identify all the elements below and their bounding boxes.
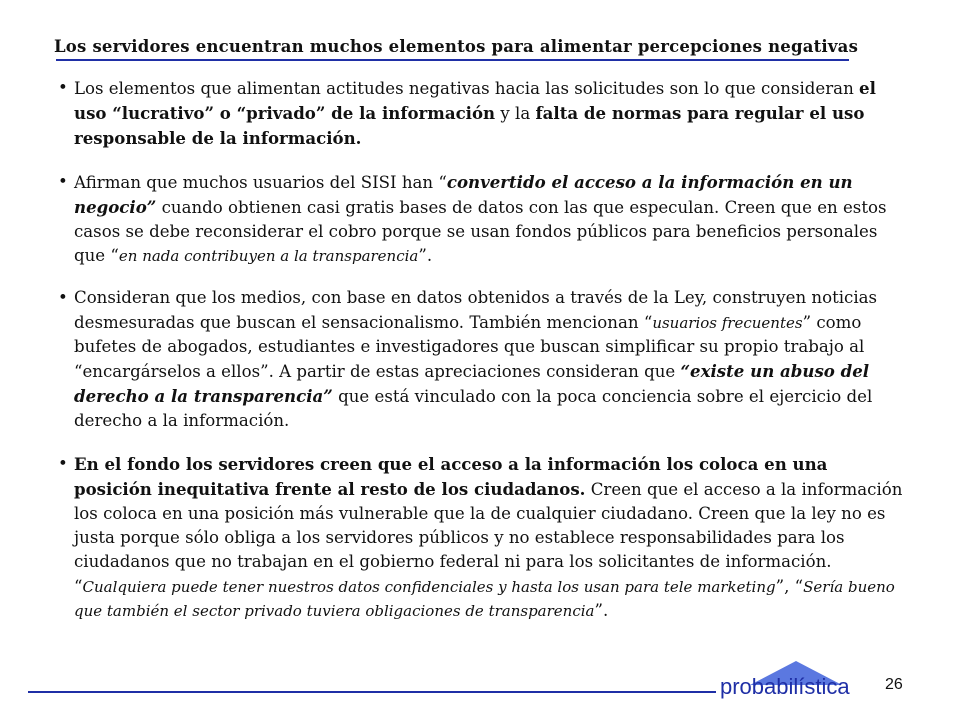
text-segment: Los elementos que alimentan actitudes negativas hacia las solicitudes son lo que consideran	[74, 79, 860, 98]
text-segment: y la	[495, 104, 536, 124]
text-segment: Creen que el acceso a la información los coloca en una posición más vulnerable que la de cualquier ciudadano. Creen que la ley no es justa porque sólo obliga a los servidores públicos y no establece responsabilidades para los ciudadanos que no trabajan en el gobierno federal ni para los solicitantes de información. “	[74, 479, 903, 596]
text-segment-bold-italic: “existe un abuso del derecho a la transparencia”	[74, 361, 870, 407]
bullet-marker: •	[58, 288, 68, 308]
page-number: 26	[885, 676, 903, 693]
bullet-marker: •	[58, 453, 68, 473]
text-segment: cuando obtienen casi gratis bases de datos con las que especulan. Creen que en estos casos se debe reconsiderar el cobro porque se usan fondos públicos para beneficios personales que “	[74, 197, 887, 266]
text-segment-italic: Cualquiera puede tener nuestros datos confidenciales y hasta los usan para tele marketing	[82, 577, 776, 596]
bullet-list	[56, 76, 908, 641]
text-segment-bold: el uso “lucrativo” o “privado” de la información	[74, 78, 876, 124]
text-segment: ”.	[594, 600, 609, 620]
slide-title: Los servidores encuentran muchos elementos para alimentar percepciones negativas	[54, 37, 859, 56]
text-segment-italic: en nada contribuyen a la transparencia	[118, 247, 419, 266]
text-segment-bold-italic: convertido el acceso a la información en un negocio”	[74, 171, 853, 217]
bullet-paragraph-3	[56, 286, 908, 433]
footer-rule	[28, 691, 716, 693]
text-segment: ” como bufetes de abogados, estudiantes e investigadores que buscan simplificar su propio trabajo al “encargárselos a ellos”. A partir de estas apreciaciones consideran que	[74, 312, 865, 382]
bullet-marker: •	[58, 171, 68, 191]
text-segment: ”, “	[775, 576, 804, 596]
bullet-paragraph-2	[56, 170, 908, 269]
bullet-marker: •	[58, 78, 68, 97]
text-segment-bold: falta de normas para regular el uso responsable de la información.	[74, 103, 865, 149]
text-segment: Afirman que muchos usuarios del SISI han “	[74, 172, 447, 192]
text-segment: ”.	[418, 246, 433, 266]
text-segment-italic: Sería bueno que también el sector privado tuviera obligaciones de transparencia	[74, 577, 895, 620]
title-underline	[56, 59, 849, 61]
probabilistica-logo	[718, 661, 872, 701]
bullet-paragraph-1	[56, 76, 908, 152]
text-segment-italic: usuarios frecuentes	[652, 313, 803, 332]
logo-text: probabilística	[720, 674, 850, 699]
text-segment: que está vinculado con la poca conciencia sobre el ejercicio del derecho a la información.	[74, 387, 873, 431]
text-segment: Consideran que los medios, con base en datos obtenidos a través de la Ley, construyen noticias desmesuradas que buscan el sensacionalismo. También mencionan “	[74, 288, 878, 332]
bullet-paragraph-4	[56, 452, 908, 623]
text-segment-bold: En el fondo los servidores creen que el acceso a la información los coloca en una posición inequitativa frente al resto de los ciudadanos.	[74, 453, 828, 499]
